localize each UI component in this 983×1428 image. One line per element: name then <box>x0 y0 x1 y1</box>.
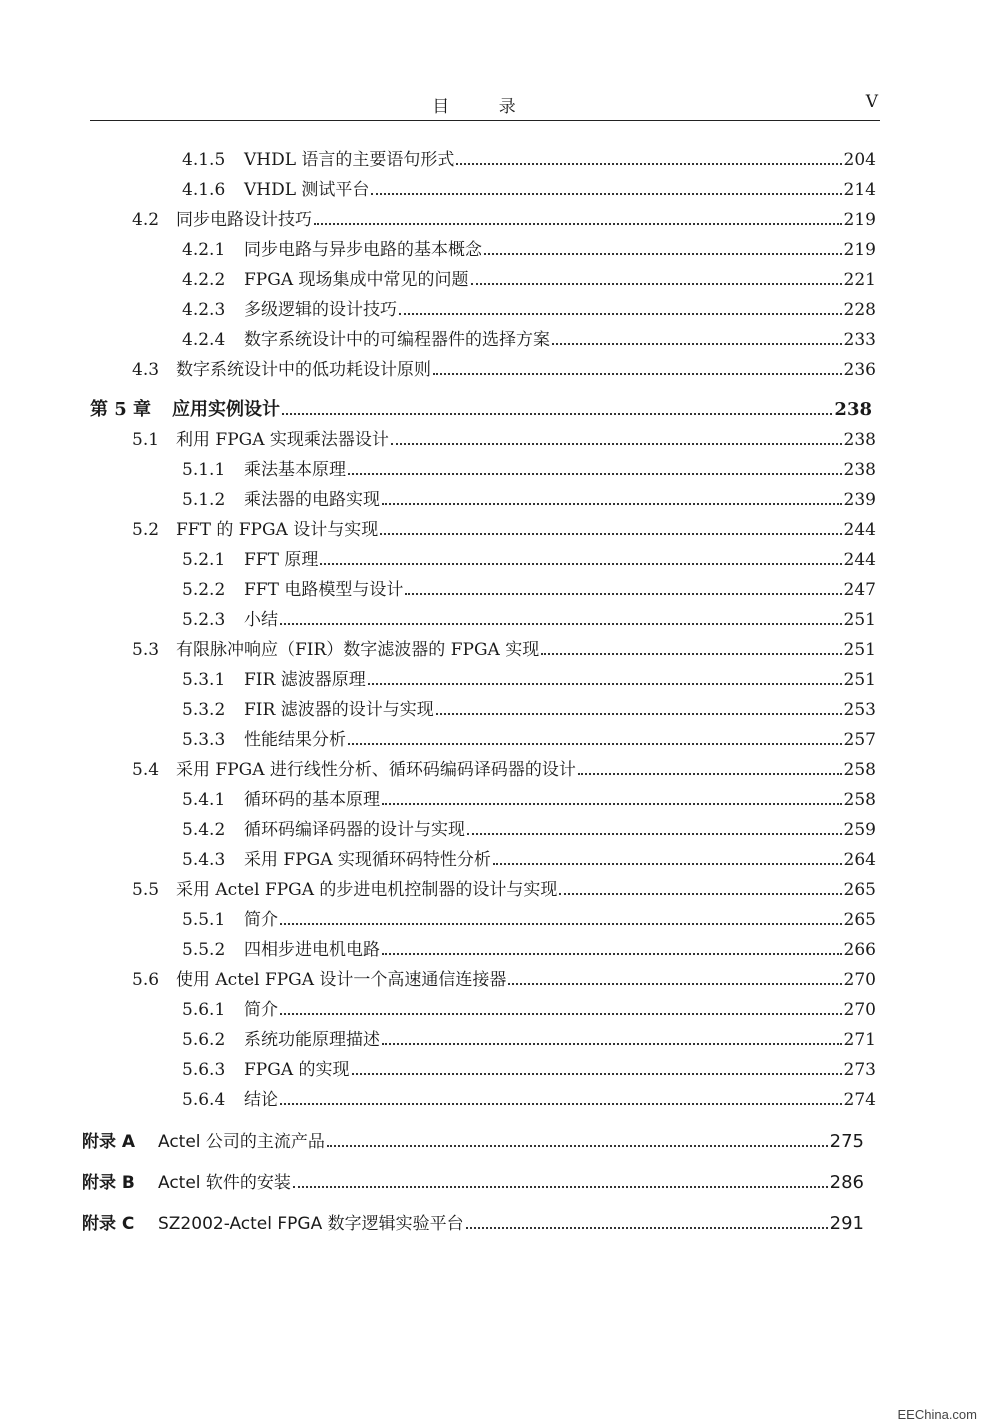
toc-entry-page: 247 <box>843 580 876 600</box>
toc-entry-page: 204 <box>843 150 876 170</box>
toc-entry-number: 5.4 <box>132 760 160 780</box>
toc-entry[interactable] <box>182 788 876 812</box>
toc-entry-title: 采用 Actel FPGA 的步进电机控制器的设计与实现 <box>176 880 558 900</box>
toc-entry-number: 5.4.2 <box>182 820 226 840</box>
toc-entry-page: 274 <box>843 1090 876 1110</box>
toc-entry-title: 利用 FPGA 实现乘法器设计 <box>176 430 389 450</box>
toc-entry-page: 266 <box>843 940 876 960</box>
toc-entry-page: 291 <box>829 1213 864 1234</box>
toc-entry-page: 214 <box>843 180 876 200</box>
toc-entry[interactable] <box>132 428 876 452</box>
dot-leader <box>348 743 842 745</box>
dot-leader <box>327 1145 828 1147</box>
toc-entry-number: 5.1.2 <box>182 490 226 510</box>
toc-entry-page: 244 <box>843 520 876 540</box>
toc-entry-title: 乘法器的电路实现 <box>244 490 380 510</box>
toc-entry-title: Actel 公司的主流产品 <box>158 1132 325 1152</box>
toc-entry[interactable] <box>182 938 876 962</box>
toc-entry-number: 4.3 <box>132 360 160 380</box>
toc-entry-page: 264 <box>843 850 876 870</box>
toc-entry-number: 5.3.3 <box>182 730 226 750</box>
toc-entry-page: 286 <box>829 1172 864 1193</box>
dot-leader <box>493 863 842 865</box>
toc-entry-number: 第 5 章 <box>90 399 152 420</box>
toc-entry-title: 简介 <box>244 910 278 930</box>
toc-entry-page: 253 <box>843 700 876 720</box>
dot-leader <box>382 803 842 805</box>
toc-entry-number: 4.1.5 <box>182 150 226 170</box>
toc-entry-title: 系统功能原理描述 <box>244 1030 380 1050</box>
toc-entry-page: 270 <box>843 1000 876 1020</box>
toc-entry[interactable] <box>182 1028 876 1052</box>
toc-entry-title: 使用 Actel FPGA 设计一个高速通信连接器 <box>176 970 507 990</box>
dot-leader <box>320 563 841 565</box>
toc-entry[interactable] <box>182 578 876 602</box>
dot-leader <box>348 473 842 475</box>
toc-entry-number: 5.1 <box>132 430 160 450</box>
toc-entry[interactable] <box>182 178 876 202</box>
toc-entry-page: 275 <box>829 1131 864 1152</box>
toc-entry-number: 5.6.4 <box>182 1090 226 1110</box>
toc-entry-page: 221 <box>843 270 876 290</box>
toc-entry[interactable] <box>182 1058 876 1082</box>
toc-entry[interactable] <box>182 848 876 872</box>
toc-entry-page: 238 <box>843 430 876 450</box>
toc-entry[interactable] <box>182 268 876 292</box>
toc-entry-page: 257 <box>843 730 876 750</box>
toc-entry-title: 采用 FPGA 进行线性分析、循环码编码译码器的设计 <box>176 760 576 780</box>
toc-entry-page: 251 <box>843 610 876 630</box>
dot-leader <box>280 623 842 625</box>
dot-leader <box>466 1227 828 1229</box>
toc-entry[interactable] <box>182 908 876 932</box>
toc-entry[interactable] <box>182 998 876 1022</box>
toc-entry-page: 273 <box>843 1060 876 1080</box>
toc-entry-page: 258 <box>843 760 876 780</box>
dot-leader <box>314 223 842 225</box>
toc-entry-page: 238 <box>843 460 876 480</box>
toc-entry-title: 简介 <box>244 1000 278 1020</box>
toc-entry-title: 性能结果分析 <box>244 730 346 750</box>
toc-entry-number: 5.3.1 <box>182 670 226 690</box>
toc-entry-title: 数字系统设计中的低功耗设计原则 <box>176 360 431 380</box>
toc-entry-page: 219 <box>843 210 876 230</box>
toc-entry-number: 4.2 <box>132 210 160 230</box>
toc-entry[interactable] <box>182 1088 876 1112</box>
toc-entry-number: 5.5 <box>132 880 160 900</box>
dot-leader <box>280 923 842 925</box>
toc-entry-page: 219 <box>843 240 876 260</box>
header-rule <box>90 120 880 121</box>
toc-entry-number: 4.1.6 <box>182 180 226 200</box>
dot-leader <box>293 1186 828 1188</box>
toc-entry[interactable] <box>182 608 876 632</box>
toc-appendix-entry[interactable] <box>82 1212 864 1236</box>
toc-entry-title: 同步电路与异步电路的基本概念 <box>244 240 482 260</box>
toc-entry-page: 238 <box>834 399 872 420</box>
dot-leader <box>484 253 842 255</box>
toc-entry-title: 应用实例设计 <box>172 399 280 420</box>
dot-leader <box>352 1073 842 1075</box>
toc-entry-title: 结论 <box>244 1090 278 1110</box>
toc-entry-title: 数字系统设计中的可编程器件的选择方案 <box>244 330 550 350</box>
dot-leader <box>280 1103 842 1105</box>
toc-entry[interactable] <box>182 698 876 722</box>
toc-entry-title: FPGA 现场集成中常见的问题 <box>244 270 469 290</box>
toc-entry-title: FIR 滤波器的设计与实现 <box>244 700 434 720</box>
toc-entry-number: 5.3 <box>132 640 160 660</box>
toc-entry[interactable] <box>182 328 876 352</box>
dot-leader <box>371 193 841 195</box>
toc-entry-title: 同步电路设计技巧 <box>176 210 312 230</box>
toc-entry-number: 4.2.4 <box>182 330 226 350</box>
toc-chapter-entry[interactable] <box>90 398 872 422</box>
toc-entry-number: 5.3.2 <box>182 700 226 720</box>
toc-entry-number: 5.5.2 <box>182 940 226 960</box>
dot-leader <box>382 503 842 505</box>
dot-leader <box>552 343 842 345</box>
toc-entry-number: 5.2.2 <box>182 580 226 600</box>
dot-leader <box>467 833 842 835</box>
toc-entry[interactable] <box>132 638 876 662</box>
toc-entry[interactable] <box>132 208 876 232</box>
toc-entry[interactable] <box>182 458 876 482</box>
toc-entry-title: FFT 原理 <box>244 550 319 570</box>
toc-entry-title: FPGA 的实现 <box>244 1060 350 1080</box>
toc-entry-title: 乘法基本原理 <box>244 460 346 480</box>
toc-entry-page: 236 <box>843 360 876 380</box>
toc-entry[interactable] <box>132 358 876 382</box>
header-page-number: V <box>865 92 878 112</box>
toc-entry-title: 循环码编译码器的设计与实现 <box>244 820 465 840</box>
toc-entry-title: 有限脉冲响应（FIR）数字滤波器的 FPGA 实现 <box>176 640 540 660</box>
toc-entry-page: 251 <box>843 640 876 660</box>
toc-entry-number: 5.1.1 <box>182 460 226 480</box>
header-title: 目 录 <box>432 97 538 117</box>
toc-appendix-entry[interactable] <box>82 1171 864 1195</box>
page-header <box>90 92 880 120</box>
dot-leader <box>391 443 842 445</box>
dot-leader <box>399 313 842 315</box>
toc-entry[interactable] <box>182 728 876 752</box>
toc-entry-page: 270 <box>843 970 876 990</box>
dot-leader <box>382 953 842 955</box>
toc-entry[interactable] <box>182 298 876 322</box>
toc-entry-title: VHDL 语言的主要语句形式 <box>244 150 455 170</box>
dot-leader <box>368 683 842 685</box>
toc-entry-title: 多级逻辑的设计技巧 <box>244 300 397 320</box>
toc-entry-title: 四相步进电机电路 <box>244 940 380 960</box>
toc-entry-number: 4.2.3 <box>182 300 226 320</box>
toc-entry-number: 附录 A <box>82 1132 136 1152</box>
toc-entry-page: 265 <box>843 910 876 930</box>
toc-entry-title: 采用 FPGA 实现循环码特性分析 <box>244 850 491 870</box>
dot-leader <box>578 773 842 775</box>
toc-entry-number: 5.5.1 <box>182 910 226 930</box>
toc-entry-page: 259 <box>843 820 876 840</box>
toc-entry-number: 5.6.3 <box>182 1060 226 1080</box>
toc-entry[interactable] <box>182 548 876 572</box>
toc-entry[interactable] <box>182 818 876 842</box>
toc-entry-number: 4.2.1 <box>182 240 226 260</box>
toc-entry-title: VHDL 测试平台 <box>244 180 370 200</box>
toc-entry-page: 233 <box>843 330 876 350</box>
toc-entry-title: 小结 <box>244 610 278 630</box>
dot-leader <box>436 713 842 715</box>
toc-entry-page: 239 <box>843 490 876 510</box>
toc-entry[interactable] <box>132 878 876 902</box>
toc-appendix-entry[interactable] <box>82 1130 864 1154</box>
dot-leader <box>280 1013 842 1015</box>
dot-leader <box>541 653 841 655</box>
toc-entry-page: 244 <box>843 550 876 570</box>
toc-entry-page: 265 <box>843 880 876 900</box>
dot-leader <box>508 983 841 985</box>
toc-entry[interactable] <box>132 758 876 782</box>
toc-entry-page: 271 <box>843 1030 876 1050</box>
toc-entry-number: 附录 C <box>82 1214 135 1234</box>
toc-entry-number: 5.4.3 <box>182 850 226 870</box>
dot-leader <box>471 283 842 285</box>
toc-entry-page: 251 <box>843 670 876 690</box>
toc-entry-title: FFT 的 FPGA 设计与实现 <box>176 520 379 540</box>
toc-entry[interactable] <box>182 238 876 262</box>
toc-entry[interactable] <box>182 488 876 512</box>
toc-entry-number: 4.2.2 <box>182 270 226 290</box>
toc-entry-title: FFT 电路模型与设计 <box>244 580 404 600</box>
toc-entry-page: 228 <box>843 300 876 320</box>
dot-leader <box>382 1043 842 1045</box>
toc-entry-number: 5.6 <box>132 970 160 990</box>
toc-entry-number: 5.2 <box>132 520 160 540</box>
toc-entry-title: SZ2002-Actel FPGA 数字逻辑实验平台 <box>158 1214 464 1234</box>
toc-entry-title: FIR 滤波器原理 <box>244 670 366 690</box>
toc-entry[interactable] <box>182 148 876 172</box>
toc-entry-number: 5.2.1 <box>182 550 226 570</box>
watermark-text: EEChina.com <box>897 1407 977 1422</box>
toc-entry[interactable] <box>182 668 876 692</box>
dot-leader <box>433 373 842 375</box>
dot-leader <box>282 413 832 415</box>
toc-entry-page: 258 <box>843 790 876 810</box>
toc-entry-number: 5.2.3 <box>182 610 226 630</box>
dot-leader <box>405 593 841 595</box>
dot-leader <box>456 163 841 165</box>
toc-entry[interactable] <box>132 968 876 992</box>
toc-entry-title: Actel 软件的安装 <box>158 1173 291 1193</box>
toc-entry-number: 5.6.1 <box>182 1000 226 1020</box>
toc-entry[interactable] <box>132 518 876 542</box>
toc-entry-number: 附录 B <box>82 1173 135 1193</box>
toc-entry-title: 循环码的基本原理 <box>244 790 380 810</box>
dot-leader <box>559 893 841 895</box>
toc-entry-number: 5.6.2 <box>182 1030 226 1050</box>
dot-leader <box>380 533 841 535</box>
toc-entry-number: 5.4.1 <box>182 790 226 810</box>
